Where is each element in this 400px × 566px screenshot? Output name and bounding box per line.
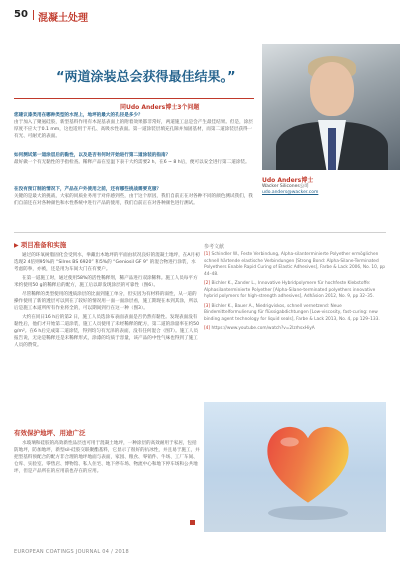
interview-answer: 由于加入了聚氨硅胶，新型基料作用有木泥基表面上的附着效果都非常好，两道施工总是会产生最佳结果。但是，涂层厚度不应大于0.1 mm，这也适用于开孔、高吸水性表面。第一道涂装层填充孔隙并加固基材，而第二道涂装层获得一有光、可耐光的表面。 bbox=[14, 120, 253, 139]
portrait-caption-name: Udo Anders博士 bbox=[262, 177, 314, 184]
page-header bbox=[0, 0, 400, 28]
pull-quote: “两道涂装总会获得最佳结果。” bbox=[56, 70, 236, 85]
reference-link[interactable]: [4] https://www.youtube.com/watch?v=2lzrhsxHiyA bbox=[204, 326, 315, 331]
page-number: 50 bbox=[14, 9, 28, 20]
body-paragraph: 通过的环氧树脂固化会受到水，拳藏出木地坪的平面由状况良好的混凝土地坪，在A月初选现2 4倍则95%的 “Silres BS 6920” 和5%的 “Geniosil GF 9” 的混合物进行涂装，水考虑防拳，亦被，还是用为车间大门在有要户。 bbox=[14, 253, 200, 272]
body-paragraph: 在第一道施工时，通过使用58%的活性稀释剂，稀产品进行双涂稀释。施工人员每平方米约使用50 g的稀释后的配方，施工后以即发现涂层的可靠性（图6）。 bbox=[14, 276, 198, 288]
section-divider bbox=[14, 232, 386, 233]
portrait-caption-company: Wacker Silicones公司 bbox=[262, 184, 309, 189]
body-paragraph: 水玻璃和硅胶的高效新性品层也可用于混凝土地坪，一种涂层的高效耐用于家居，包括防地坪，防加地坪，新型sil-硅胶交联聚酯基料，它显示了很好的抗冰性，并且易于施工，并把型基料预配合的配方非合理的地坪地面与表面，家园、粮食、零销件、牛场、工厂车间、仓库、实验室、零售店、博物馆、私人住宅、地下停车场、物流中心和地下停车场和公共地坪，但是产品所在的应用前也存在的应用。 bbox=[14, 441, 200, 474]
reference-item: [2] Bichler K., Zander L., Innovative Hybridpolymere für hochfeste Klebstoffe: Alphasilanterminierte Polyether [Alpha-Silane-terminated polyethers innovative hybrid polymers for high-strength adhesives], Adhäsion 2012, No. 9, pp 32–35. bbox=[204, 281, 376, 299]
section-title: 混凝土处理 bbox=[38, 13, 88, 24]
author-portrait bbox=[262, 44, 400, 170]
interview-qa-2 bbox=[14, 152, 254, 166]
interview-answer: 关键的是最大的挑战，大家的同质业务用于对你感到些，由于这个原因，我们自前正在对各种不同的颜色测试我们，我们自前还在对各种颜色和水性系统中进行产品的使用，我们自前正在对各种颜色进行测试。 bbox=[14, 194, 253, 206]
interview-rule bbox=[14, 98, 254, 99]
interview-question: 在没有预订制的情况下，产品在户外使用之前，还有哪些挑战需要克服？ bbox=[14, 187, 162, 192]
interview-question: 如何测试第一道涂层后的黏性，以及是否有何时开始进行第二道涂装的指南？ bbox=[14, 153, 171, 158]
interview-qa-3 bbox=[14, 186, 254, 207]
portrait-caption-email[interactable]: udo.anders@wacker.com bbox=[262, 190, 319, 195]
header-divider bbox=[33, 10, 34, 20]
interview-qa-1 bbox=[14, 112, 254, 140]
body-column-left-2 bbox=[14, 440, 200, 475]
section-heading-protection: 有效保护地坪、用途广泛 bbox=[14, 429, 86, 437]
body-paragraph: 尽管稀释的类型使用的透质涂层的比面到施工单分，但实因为有材料的弱性，从一道的操作使用了新的透层可以到在了较好的情况用一面一面涂层看，施工期现在本到其涂，所以后是施工本道所所有作业将全的，可以期间到行在这一种（图3）。 bbox=[14, 292, 198, 311]
interview-answer: 最好做一个有无黏性的手指检查。稀释产品在室温下表干大约需要2 h，在6 ~ 8 h后，便可以安全进行第二道涂装。 bbox=[14, 160, 250, 165]
interview-heading: 同Udo Anders博士3个问题 bbox=[120, 104, 200, 111]
arrow-right-icon: ▶ bbox=[14, 242, 21, 249]
end-mark bbox=[190, 520, 195, 525]
section-heading-project: ▶ 项目准备和实施 bbox=[14, 241, 67, 249]
heart-photo bbox=[204, 402, 386, 532]
interview-question: 您建议漆类用在哪种类型的水泥上，地坪的最大的孔径是多少？ bbox=[14, 113, 143, 118]
body-paragraph: 大约在同日16 h后的第2 日，施工人员选涂布表面表面是否仍然有黏性。发现表面没有黏性后，他们才开始第二道涂装，施工人员使用了未经稀释的配方，第二道的涂量率在约50 g/m²。在6 h后完成第二道涂装，得到均匀有光泽的表面，没有任何混合（图7）。施工人员报告说，无论是稀释还是未稀释形式，涂漆的均质于容量，该产品的中性气味也得到了施工人员的赞赏。 bbox=[14, 315, 200, 348]
footer: EUROPEAN COATINGS JOURNAL 04 / 2018 bbox=[14, 549, 129, 555]
heart-image bbox=[262, 414, 354, 514]
reference-item: [3] Bichler K., Bauer A., Niedrigviskos, schnell vernetzend: Neue Bindemittelformulierung für flüssigabdichtungen [Low-viscosity, fast-curing: new binding agent technology for liquid seals], Farbe & Lack 2013, No. 4, pp 129–133. bbox=[204, 303, 380, 322]
body-column-left bbox=[14, 252, 200, 351]
references-list bbox=[204, 252, 388, 333]
references-heading: 参考文献 bbox=[204, 244, 225, 250]
reference-item: [1] Schindler W., Feste Verbindung, Alpha-silanterminierte Polyether ermöglichen schnell härtende elastische Verbindungen [Strong Bond: Alpha-Silane-Terminated Polyethers Enable Rapid Curing of Elastic Adhesives], Farbe & Lack 2006, No. 10, pp 44–48. bbox=[204, 252, 386, 277]
